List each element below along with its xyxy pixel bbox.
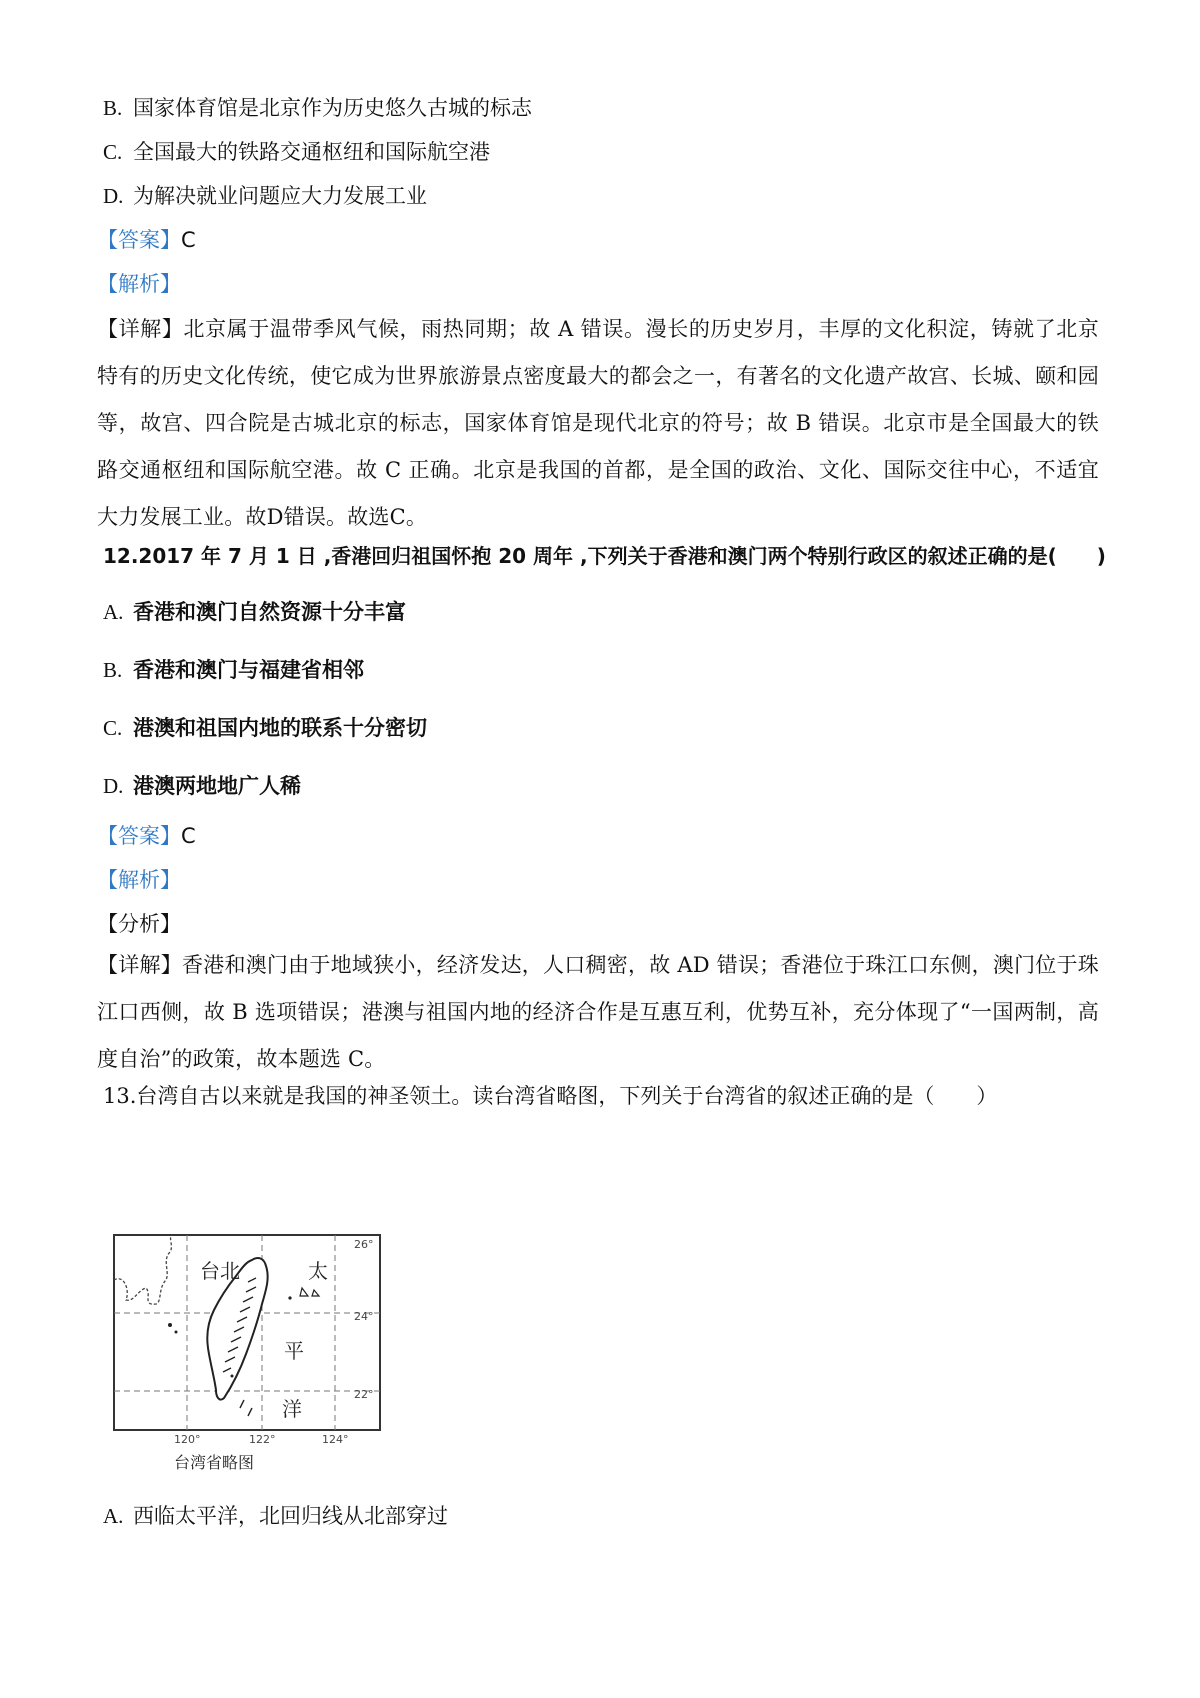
q12-option-c-letter: C. — [103, 716, 123, 740]
map-caption: 台湾省略图 — [174, 1453, 255, 1472]
q12-detail — [97, 942, 1099, 1083]
q12-title: 12.2017 年 7 月 1 日 ,香港回归祖国怀抱 20 周年 ,下列关于香港和澳门两个特别行政区的叙述正确的是( ) — [103, 544, 1106, 568]
q11-option-c-letter: C. — [103, 140, 123, 164]
map-lon-124: 124° — [322, 1433, 349, 1446]
q11-option-d — [103, 180, 1099, 212]
q12-option-a-text: 香港和澳门自然资源十分丰富 — [133, 600, 406, 624]
q12-analysis-label: 【解析】 — [97, 868, 181, 892]
q11-option-b — [103, 92, 1099, 124]
q12-answer — [97, 820, 1093, 852]
q11-option-d-text: 为解决就业问题应大力发展工业 — [133, 184, 427, 208]
map-lat-24: 24° — [354, 1310, 374, 1323]
q11-option-b-letter: B. — [103, 96, 123, 120]
q11-option-c-text: 全国最大的铁路交通枢纽和国际航空港 — [133, 140, 490, 164]
q12-option-b-letter: B. — [103, 658, 123, 682]
q12-option-d-text: 港澳两地地广人稀 — [133, 774, 301, 798]
taiwan-map-figure — [112, 1230, 382, 1475]
islet-1 — [288, 1296, 291, 1299]
q12-answer-label: 【答案】 — [97, 824, 181, 848]
q12-option-d-letter: D. — [103, 774, 124, 798]
map-lat-26: 26° — [354, 1238, 374, 1251]
map-lon-120: 120° — [174, 1433, 201, 1446]
map-lat-22: 22° — [354, 1388, 374, 1401]
q12-answer-value: C — [181, 824, 196, 848]
map-label-taibei: 台北 — [200, 1259, 240, 1283]
map-label-tai: 太 — [308, 1259, 328, 1283]
q11-option-c — [103, 136, 1099, 168]
q12-option-a — [103, 596, 1099, 628]
q12-option-b — [103, 654, 1099, 686]
map-label-yang: 洋 — [282, 1397, 302, 1421]
q12-analysis — [97, 864, 1093, 896]
q12-option-c-text: 港澳和祖国内地的联系十分密切 — [133, 716, 427, 740]
q13-title: 13.台湾自古以来就是我国的神圣领土。读台湾省略图，下列关于台湾省的叙述正确的是（ ） — [103, 1084, 998, 1108]
q12-option-b-text: 香港和澳门与福建省相邻 — [133, 658, 364, 682]
q11-option-b-text: 国家体育馆是北京作为历史悠久古城的标志 — [133, 96, 532, 120]
q12-detail-text: 香港和澳门由于地域狭小，经济发达，人口稠密，故 AD 错误；香港位于珠江口东侧，澳门位于珠江口西侧，故 B 选项错误；港澳与祖国内地的经济合作是互惠互利，优势互补，充分体现了“一国两制，高度自治”的政策，故本题选 C。 — [97, 953, 1099, 1071]
q13-option-a-text: 西临太平洋，北回归线从北部穿过 — [133, 1504, 448, 1528]
taiwan-map — [112, 1230, 382, 1475]
islet-2 — [231, 1375, 234, 1378]
map-lon-122: 122° — [249, 1433, 276, 1446]
q12-option-d — [103, 770, 1099, 802]
q11-answer-label: 【答案】 — [97, 228, 181, 252]
q11-answer-value: C — [181, 228, 196, 252]
q11-analysis — [97, 268, 1093, 300]
map-label-ping: 平 — [284, 1339, 304, 1363]
q12-option-a-letter: A. — [103, 600, 124, 624]
q12-fenxi-label: 【分析】 — [97, 912, 181, 936]
q12-option-c — [103, 712, 1099, 744]
q11-detail-text: 北京属于温带季风气候，雨热同期；故 A 错误。漫长的历史岁月，丰厚的文化积淀，铸就了北京特有的历史文化传统，使它成为世界旅游景点密度最大的都会之一，有著名的文化遗产故宫、长城、颐和园等，故宫、四合院是古城北京的标志，国家体育馆是现代北京的符号；故 B 错误。北京市是全国最大的铁路交通枢纽和国际航空港。故 C 正确。北京是我国的首都，是全国的政治、文化、国际交往中心，不适宜大力发展工业。故D错误。故选C。 — [97, 317, 1099, 529]
q11-detail — [97, 306, 1099, 541]
q11-detail-label: 【详解】 — [97, 317, 184, 341]
q11-answer — [97, 224, 1093, 256]
q13-option-a-letter: A. — [103, 1504, 124, 1528]
q11-option-d-letter: D. — [103, 184, 124, 208]
q13-option-a — [103, 1500, 1099, 1532]
penghu-islet — [175, 1331, 178, 1334]
q11-analysis-label: 【解析】 — [97, 272, 181, 296]
q12-fenxi — [97, 908, 1093, 940]
q12-detail-label: 【详解】 — [97, 953, 182, 977]
penghu-island — [168, 1323, 172, 1327]
